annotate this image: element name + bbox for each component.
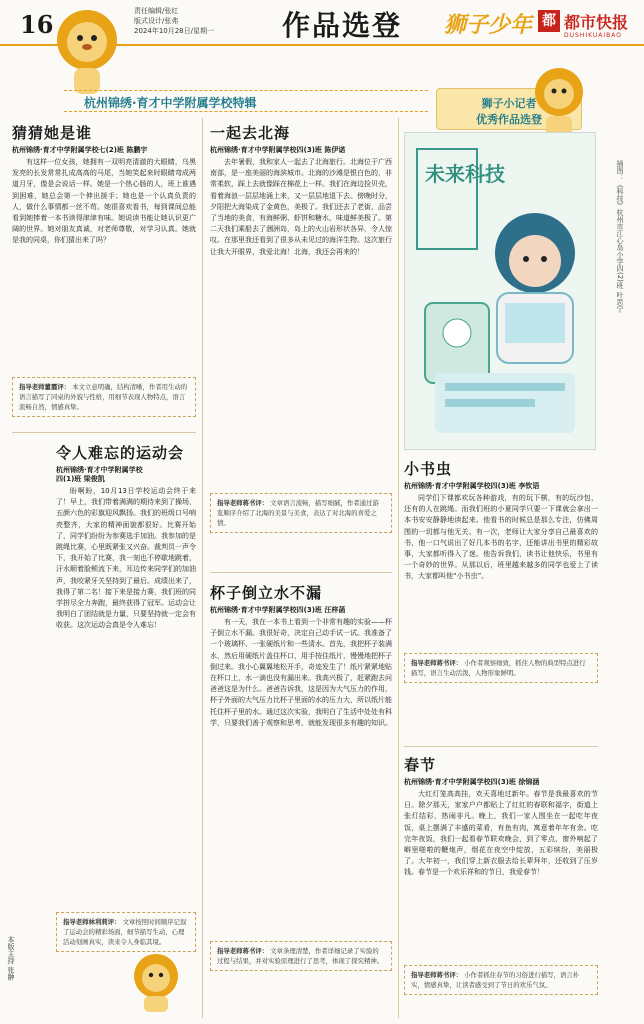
lion-mascot-icon — [54, 0, 120, 98]
comment-text: 本文立意明确，结构清晰，作者用生动的语言描写了同桌的外貌与性格，用细节表现人物特点，语言流畅自然，情感真挚。 — [19, 383, 188, 411]
article-bookworm — [404, 458, 598, 683]
article-title: 春节 — [404, 756, 437, 774]
article-cup — [210, 582, 392, 971]
article-byline: 杭州锦绣·育才中学附属学校七(2)班 陈鹏宇 — [12, 146, 148, 154]
teacher-comment — [56, 912, 196, 952]
comment-head: 指导老师林利莉评： — [63, 918, 121, 926]
header-meta — [134, 6, 214, 36]
brand-mark: 都 — [538, 10, 560, 32]
banner-school-name: 杭州锦绣·育才中学附属学校特辑 — [84, 96, 257, 110]
comment-text: 小作者抓住春节的习俗进行描写，语言朴实，情感真挚，让读者感受到了节日的欢乐气氛。 — [411, 971, 580, 989]
column-divider — [202, 118, 203, 1018]
article-title: 小书虫 — [404, 460, 453, 478]
brand-logo — [538, 10, 634, 44]
comment-head: 指导老师董霞评： — [19, 383, 71, 391]
designer-line: 版式设计/张弗 — [134, 17, 179, 25]
comment-head: 指导老师蒋书评： — [217, 499, 269, 507]
article-body: 有一天，我在一本书上看到一个非常有趣的实验——杯子倒立水不漏。我很好奇，决定自己动手试一试。我准备了一个玻璃杯、一张硬纸片和一些清水。首先，我把杯子装满水，然后用硬纸片盖住杯口，用手按住纸片，慢慢地把杯子倒过来。我小心翼翼地松开手，奇迹发生了！纸片紧紧地贴在杯口上，水一滴也没有漏出来。我高兴极了，赶紧跑去问爸爸这是为什么。爸爸告诉我，这是因为大气压力的作用，杯子外面的大气压力比杯子里面的水的压力大，所以纸片能托住杯子里的水。通过这次实验，我明白了生活中处处有科学，只要我们善于观察和思考，就能发现很多有趣的知识。 — [210, 618, 392, 727]
brand-name: 都市快报 — [564, 13, 629, 32]
teacher-comment — [404, 653, 598, 683]
comment-head: 指导老师蒋书评： — [411, 971, 463, 979]
comment-head: 指导老师蒋书评： — [411, 659, 463, 667]
illustration — [404, 132, 596, 450]
article-sports — [56, 442, 196, 952]
divider — [404, 746, 598, 747]
editor-line: 责任编辑/张红 — [134, 7, 179, 15]
date-line: 2024年10月28日/星期一 — [134, 27, 214, 35]
teacher-comment — [12, 377, 196, 417]
article-body: 同学们下课都欢玩各种游戏，有的玩下棋，有的玩沙包，还有的人在跳绳。而我们班的小夏同学只要一下课就会拿出一本书安安静静地读起来。他看书的时候总是那么专注，仿佛周围的一切都与他无关。有一次，老师让大家分享自己最喜欢的书，他一口气说出了好几本书的名字，还能讲出书里的精彩故事，大家都听得入了迷。他告诉我们，读书让他快乐，书里有一个奇妙的世界。从那以后，班里越来越多的同学也爱上了读书，大家都叫他“小书虫”。 — [404, 494, 598, 581]
article-title: 令人难忘的运动会 — [56, 444, 185, 462]
column-divider — [398, 118, 399, 1018]
comment-text: 文章按照时间顺序记叙了运动会的精彩场面，细节描写生动，心理活动刻画真实，读来令人身临其境。 — [63, 918, 187, 946]
article-body: 有这样一位女孩，她拥有一双明亮清澈的大眼睛，乌黑发亮的长发常常扎成高高的马尾，当她笑起来时眼睛弯成两道月牙，像是会说话一样。她是一个热心肠的人，班上谁遇到困难，她总会第一个伸出援手；她也是一个认真负责的人，做什么事情都一丝不苟。她很喜欢看书，每到课间总能看到她捧着一本书读得津津有味。她说读书能让她认识更广阔的世界。她对朋友真诚，对老师尊敬，对学习认真。她就是我的同桌，你们猜出来了吗？ — [12, 158, 196, 245]
article-byline: 杭州锦绣·育才中学附属学校四(3)班 汪梓菡 — [210, 606, 346, 614]
brand-en: DUSHIKUAIBAO — [564, 32, 622, 39]
comment-text: 文章语言流畅，描写细腻，作者通过游览顺序介绍了北海的美景与美食，表达了对北海的喜爱之情。 — [217, 499, 379, 527]
lion-bottom-icon — [126, 948, 186, 1014]
divider — [12, 432, 196, 433]
article-beihai — [210, 122, 392, 533]
article-body: 大红灯笼高高挂，欢天喜地过新年。春节是我最喜欢的节日。除夕那天，家家户户都贴上了红红的春联和福字，街道上张灯结彩，热闹非凡。晚上，我们一家人围坐在一起吃年夜饭，桌上摆满了丰盛的菜肴，有鱼有肉，寓意着年年有余。吃完年夜饭，我们一起看春节联欢晚会，到了零点，窗外响起了噼里啪啦的鞭炮声，烟花在夜空中绽放，五彩缤纷，美丽极了。大年初一，我们穿上新衣服去给长辈拜年，还收到了压岁钱。春节是一个欢乐祥和的节日，我爱春节！ — [404, 790, 598, 877]
lion-reporter-icon — [528, 62, 590, 140]
article-guess — [12, 122, 196, 417]
comment-head: 指导老师蒋书评： — [217, 947, 269, 955]
teacher-comment — [404, 965, 598, 995]
article-body: 去年暑假，我和家人一起去了北海旅行。北海位于广西南部，是一座美丽的海滨城市。北海的沙滩是银白色的，非常柔软，踩上去就像踩在棉花上一样。我们在海边捡贝壳，看着海浪一层层地涌上来，又一层层地退下去。傍晚时分，夕阳把大海染成了金黄色，美极了。我们还去了老街，品尝了当地的美食，有海鲜粥、虾饼和糖水，味道鲜美极了。第二天我们乘船去了涠洲岛，岛上的火山岩形状各异，令人惊叹。在那里我还看到了很多从未见过的海洋生物。这次旅行让我大开眼界，我爱北海！北海，我还会再来的！ — [210, 158, 392, 256]
illustration-caption: 插图：《科技》杭州市江心岛小学四(2)班 叶思宁 — [616, 160, 624, 313]
teacher-comment — [210, 493, 392, 533]
divider — [210, 572, 392, 573]
page-number: 16 — [20, 10, 54, 39]
article-class: 四(1)班 梁俊凯 — [56, 475, 105, 483]
article-body: 盼啊盼，10月13日学校运动会终于来了！早上，我们带着满满的期待来到了操场，五颜六色的彩旗迎风飘扬。我们的班级口号响亮整齐，大家的精神面貌都很好。比赛开始了，同学们纷纷为参赛选手加油。我参加的是跳绳比赛，心里既紧张又兴奋。裁判员一声令下，我开始了比赛，我一刻也不停歇地跳着，汗水顺着脸颊流下来，耳边传来同学们的加油声，我咬紧牙关坚持到了最后。成绩出来了，我得了第二名！接下来是接力赛，我们班的同学拼尽全力奔跑，最终获得了冠军。运动会让我明白了团结就是力量，只要坚持就一定会有收获。这次运动会真是令人难忘！ — [56, 487, 196, 630]
article-byline: 杭州锦绣·育才中学附属学校四(3)班 徐锦涵 — [404, 778, 540, 786]
column-name: 狮子少年 — [444, 12, 533, 38]
robot-girl-illustration — [405, 133, 596, 450]
article-byline: 杭州锦绣·育才中学附属学校 — [56, 466, 143, 474]
article-title: 一起去北海 — [210, 124, 291, 142]
poster-text: 未来科技 — [425, 162, 505, 186]
section-title: 作品选登 — [282, 9, 403, 42]
editor-note: 本版主持 张翀 — [7, 936, 15, 981]
school-banner — [64, 90, 428, 112]
article-byline: 杭州锦绣·育才中学附属学校四(3)班 李钦语 — [404, 482, 540, 490]
badge-line2: 优秀作品选登 — [476, 113, 542, 126]
comment-text: 文章条理清楚，作者详细记录了实验的过程与结果，并对实验原理进行了思考，体现了探究精神。 — [217, 947, 384, 965]
article-byline: 杭州锦绣·育才中学附属学校四(3)班 陈伊诺 — [210, 146, 346, 154]
article-title: 猜猜她是谁 — [12, 124, 93, 142]
article-spring — [404, 754, 598, 995]
badge-line1: 狮子小记者 — [481, 97, 537, 110]
teacher-comment — [210, 941, 392, 971]
article-title: 杯子倒立水不漏 — [210, 584, 323, 602]
comment-text: 小作者观察细致，抓住人物的典型特点进行描写，语言生动活泼，人物形象鲜明。 — [411, 659, 586, 677]
